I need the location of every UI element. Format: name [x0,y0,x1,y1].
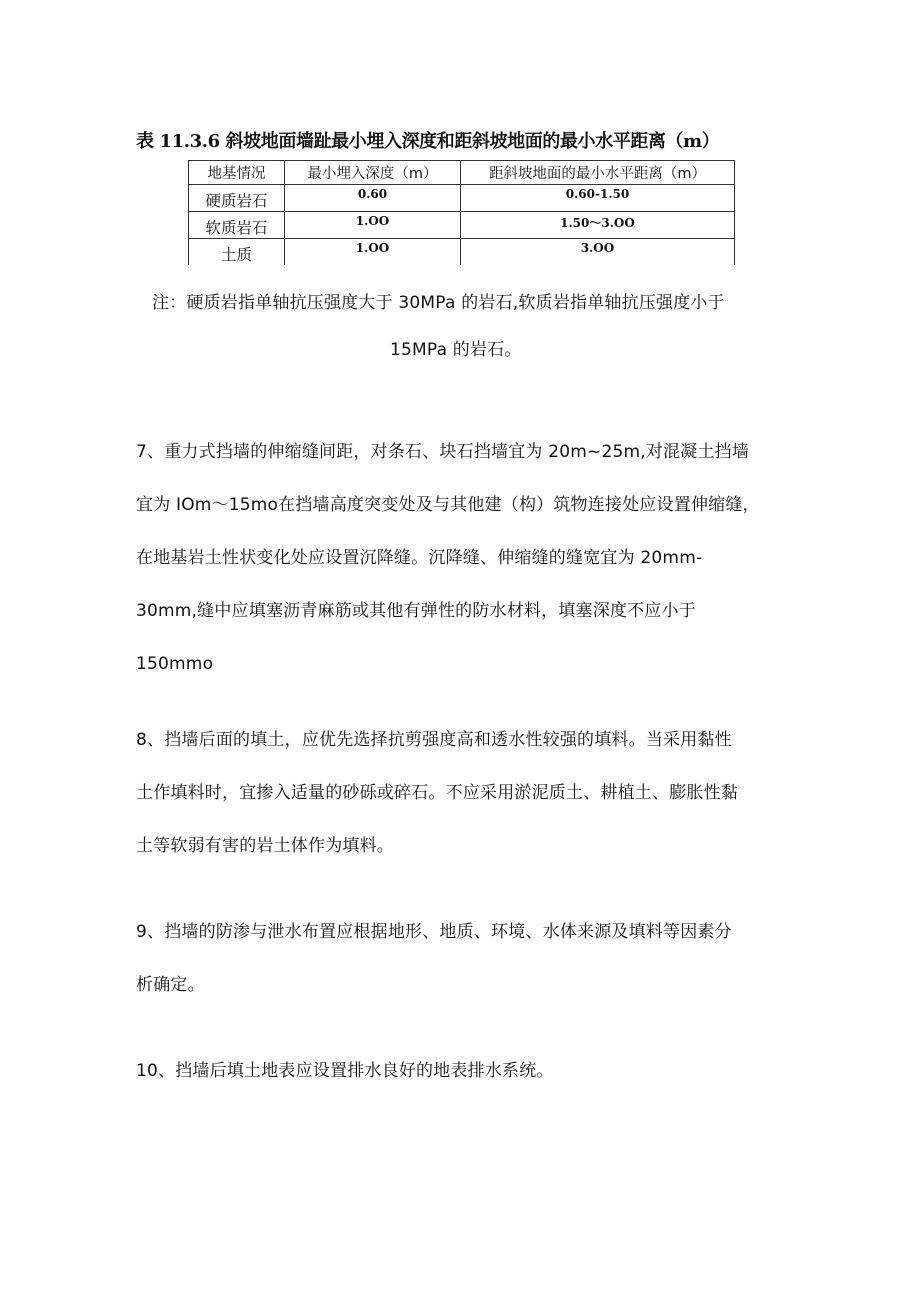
cell-foundation: 硬质岩石 [189,185,285,212]
table-row [189,239,735,266]
cell-foundation: 土质 [189,239,285,266]
paragraph-line: 土作填料时，宜掺入适量的砂砾或碎石。不应采用淤泥质土、耕植土、膨胀性黏 [136,783,738,803]
cell-depth: 1.OO [285,239,461,266]
embedment-depth-table [188,160,735,265]
cell-distance: 1.50～3.OO [461,212,735,239]
cell-foundation: 软质岩石 [189,212,285,239]
paragraph-line: 9、挡墙的防渗与泄水布置应根据地形、地质、环境、水体来源及填料等因素分 [136,922,732,942]
paragraph-line: 10、挡墙后填土地表应设置排水良好的地表排水系统。 [136,1061,554,1081]
paragraph-10 [136,1052,796,1090]
paragraph-line: 在地基岩土性状变化处应设置沉降缝。沉降缝、伸缩缝的缝宽宜为 20mm- [136,548,703,568]
paragraph-7 [136,426,796,691]
paragraph-line: 土等软弱有害的岩土体作为填料。 [136,836,394,856]
header-min-embedment-depth: 最小埋入深度（m） [285,161,461,185]
table-row [189,212,735,239]
table-row [189,185,735,212]
paragraph-8 [136,714,796,873]
paragraph-line: 析确定。 [136,975,205,995]
table-header-row [189,161,735,185]
cell-depth: 1.OO [285,212,461,239]
table-note-line-1: 注：硬质岩指单轴抗压强度大于 30MPa 的岩石,软质岩指单轴抗压强度小于 [152,293,725,313]
cell-distance: 0.60-1.50 [461,185,735,212]
paragraph-line: 30mm,缝中应填塞沥青麻筋或其他有弹性的防水材料，填塞深度不应小于 [136,601,696,621]
paragraph-line: 宜为 IOm～15mo在挡墙高度突变处及与其他建（构）筑物连接处应设置伸缩缝， [136,495,760,515]
table-note-line-2: 15MPa 的岩石。 [390,340,522,360]
table-title: 表 11.3.6 斜坡地面墙趾最小埋入深度和距斜坡地面的最小水平距离（m） [136,131,720,152]
paragraph-9 [136,906,796,1012]
cell-distance: 3.OO [461,239,735,266]
header-min-horizontal-distance: 距斜坡地面的最小水平距离（m） [461,161,735,185]
header-foundation-condition: 地基情况 [189,161,285,185]
paragraph-line: 7、重力式挡墙的伸缩缝间距，对条石、块石挡墙宜为 20m~25m,对混凝土挡墙 [136,442,750,462]
paragraph-line: 8、挡墙后面的填土，应优先选择抗剪强度高和透水性较强的填料。当采用黏性 [136,730,732,750]
cell-depth: 0.60 [285,185,461,212]
paragraph-line: 150mmo [136,654,214,674]
